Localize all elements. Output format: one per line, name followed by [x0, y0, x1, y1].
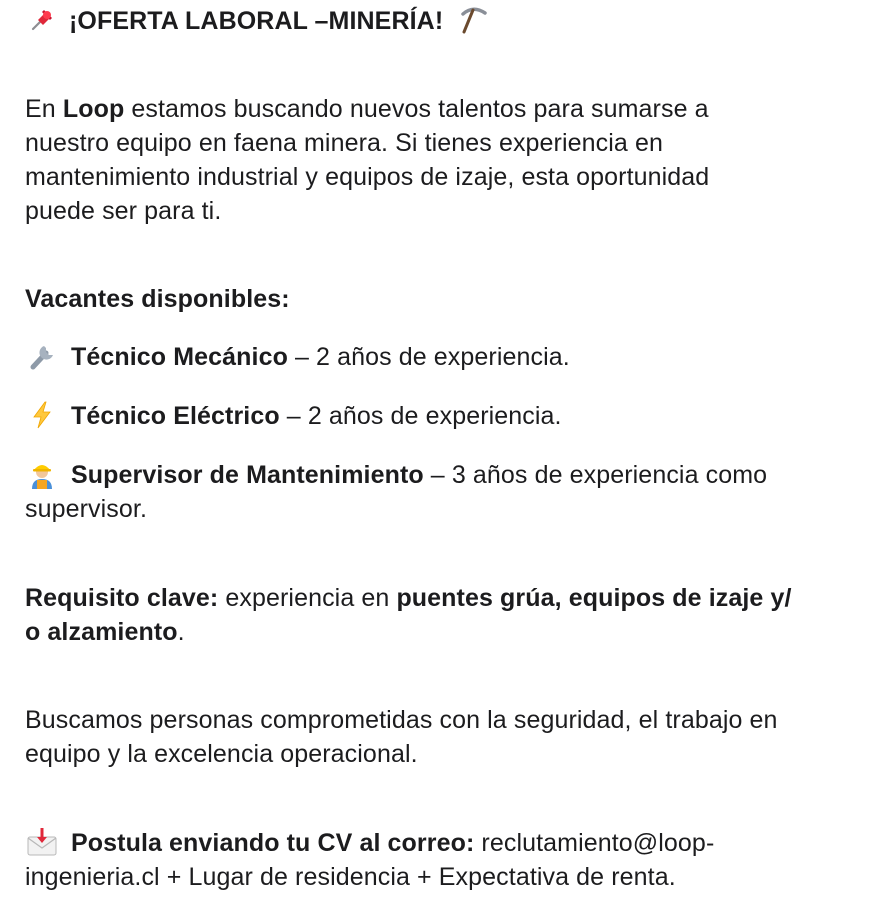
vacancy-detail: – 2 años de experiencia. — [279, 402, 562, 430]
requirement-line-2 — [25, 615, 185, 649]
apply-email[interactable]: reclutamiento@loop- — [474, 829, 715, 857]
construction-worker-icon — [25, 459, 59, 489]
values-line-2: equipo y la excelencia operacional. — [25, 740, 418, 768]
intro-text: En — [25, 95, 63, 123]
intro-line-4: puede ser para ti. — [25, 197, 222, 225]
requirement-end: . — [177, 618, 185, 646]
vacancy-role: Técnico Mecánico — [71, 343, 288, 371]
wrench-icon — [25, 341, 59, 371]
intro-line-2: nuestro equipo en faena minera. Si tienes experiencia en — [25, 129, 663, 157]
vacancy-item — [25, 340, 570, 374]
lightning-icon — [25, 400, 59, 430]
values-line-1: Buscamos personas comprometidas con la seguridad, el trabajo en — [25, 706, 778, 734]
requirement-line-1 — [25, 581, 792, 615]
vacancy-detail: – 3 años de experiencia como — [423, 461, 768, 489]
requirement-text: experiencia en — [218, 584, 397, 612]
intro-line-3: mantenimiento industrial y equipos de izaje, esta oportunidad — [25, 163, 710, 191]
vacancies-heading — [25, 282, 290, 316]
pushpin-icon — [25, 7, 59, 33]
vacancy-item — [25, 458, 767, 492]
requirement-highlight: o alzamiento — [25, 618, 178, 646]
post-title — [25, 4, 490, 38]
apply-line-2: ingenieria.cl + Lugar de residencia + Expectativa de renta. — [25, 863, 676, 891]
vacancies-heading-text: Vacantes disponibles: — [25, 285, 290, 313]
apply-label: Postula enviando tu CV al correo: — [71, 829, 475, 857]
vacancy-detail: – 2 años de experiencia. — [287, 343, 570, 371]
apply-line-1 — [25, 826, 714, 860]
envelope-arrow-icon — [25, 827, 59, 857]
intro-text: estamos buscando nuevos talentos para sumarse a — [124, 95, 709, 123]
vacancy-item — [25, 399, 562, 433]
intro-line-1 — [25, 92, 709, 126]
vacancy-role: Técnico Eléctrico — [71, 402, 280, 430]
vacancy-role: Supervisor de Mantenimiento — [71, 461, 424, 489]
company-name: Loop — [62, 95, 125, 123]
vacancy-detail-continued: supervisor. — [25, 495, 147, 523]
requirement-label: Requisito clave: — [25, 584, 219, 612]
title-text: ¡OFERTA LABORAL –MINERÍA! — [69, 7, 444, 35]
requirement-highlight: puentes grúa, equipos de izaje y/ — [396, 584, 792, 612]
pick-icon — [456, 5, 490, 35]
